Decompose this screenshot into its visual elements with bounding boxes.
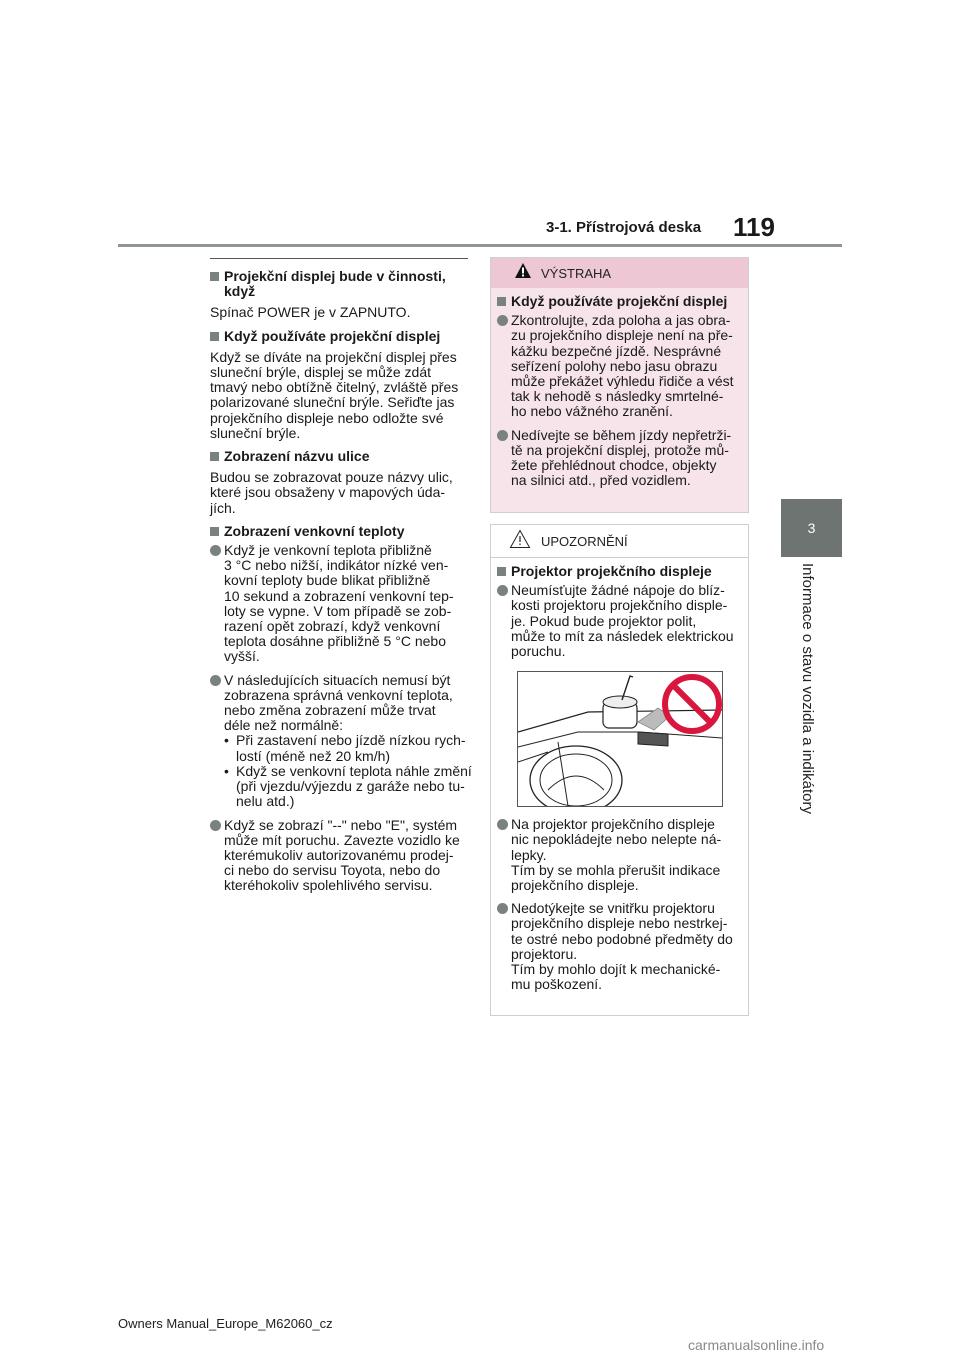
text-line: loty se vypne. V tom případě se zob- [224, 602, 452, 619]
caution-heading [497, 564, 740, 579]
text-lines [236, 733, 466, 763]
square-marker-icon [497, 567, 506, 576]
text-lines [224, 673, 472, 734]
section-activation [210, 269, 468, 321]
text-line: vyšší. [224, 648, 260, 665]
caution-header [491, 525, 748, 558]
sub-bullet-item [224, 733, 472, 763]
text-line: Neumísťujte žádné nápoje do blíz- [511, 582, 725, 599]
bullet-dot-icon [210, 675, 221, 686]
text-line: Když se zobrazí "--" nebo "E", systém [224, 816, 458, 833]
text-line: Projektor projekčního displeje [511, 563, 712, 579]
bullet-item [497, 428, 740, 489]
warning-triangle-icon [514, 262, 532, 279]
bullet-item [210, 543, 468, 665]
text-line: Když se díváte na projekční displej přes [210, 348, 457, 365]
chapter-tab [781, 499, 842, 557]
text-line: nic nepokládejte nebo nelepte ná- [511, 831, 722, 848]
bullet-dot-icon [497, 315, 508, 326]
text-lines [224, 543, 468, 665]
bullet-dot-icon [497, 903, 508, 914]
text-lines [511, 294, 727, 309]
warning-header [491, 258, 748, 288]
text-lines [224, 269, 446, 299]
section-heading [210, 449, 468, 464]
watermark-text: carmanualsonline.info [688, 1337, 825, 1353]
bullet-dot-icon [497, 819, 508, 830]
warning-body [491, 288, 748, 488]
text-line: může mít poruchu. Zavezte vozidlo ke [224, 831, 460, 848]
footer-text: Owners Manual_Europe_M62060_cz [118, 1316, 333, 1331]
text-lines [224, 818, 468, 894]
text-lines [224, 524, 404, 539]
text-line: Nedotýkejte se vnitřku projektoru [511, 900, 715, 917]
section-heading [210, 524, 468, 539]
text-line: Projekční displej bude v činnosti, [224, 268, 446, 284]
projector-illustration [517, 671, 723, 807]
section-text [210, 305, 468, 320]
text-line: tmavý nebo obtížně čitelný, zvláště přes [210, 379, 459, 396]
bullet-item [210, 671, 472, 810]
chapter-title: Informace o stavu vozidla a indikátory [799, 563, 816, 814]
text-line: žete přehlédnout chodce, objekty [511, 457, 717, 474]
text-line: Když používáte projekční displej [224, 327, 441, 344]
text-line: Když se venkovní teplota náhle změní [236, 762, 472, 779]
section-heading [210, 329, 468, 344]
text-line: projekčního displeje nebo nestrkej- [511, 915, 728, 932]
text-line: sluneční brýle, displej se může zdát [210, 364, 431, 381]
bullet-item [497, 313, 740, 419]
text-line: kážku bezpečné jízdě. Nesprávné [511, 342, 722, 359]
chapter-side-title [781, 557, 842, 857]
bullet-item [210, 818, 468, 894]
text-lines [511, 313, 740, 419]
text-lines [236, 764, 472, 810]
square-marker-icon [497, 297, 506, 306]
text-line: lostí (méně než 20 km/h) [236, 747, 391, 764]
section-text [210, 470, 468, 516]
bullet-dot-icon [210, 820, 221, 831]
text-line: zobrazena správná venkovní teplota, [224, 686, 453, 703]
text-line: může překážet výhledu řidiče a vést [511, 373, 734, 390]
text-line: lepky. [511, 846, 547, 863]
text-line: může to mít za následek elektrickou [511, 627, 734, 644]
square-marker-icon [210, 332, 219, 341]
text-lines [224, 329, 440, 344]
text-lines [511, 583, 740, 659]
text-line: ci nebo do servisu Toyota, nebo do [224, 862, 441, 879]
text-line: zu projekčního displeje není na pře- [511, 327, 733, 344]
text-line: Budou se zobrazovat pouze názvy ulic, [210, 469, 453, 486]
bullet-dot-icon [210, 545, 221, 556]
text-line: projektoru. [511, 945, 578, 962]
sub-bullet-item [224, 764, 472, 810]
text-line: tě na projekční displej, protože mů- [511, 441, 729, 458]
warning-label: VÝSTRAHA [541, 266, 612, 281]
drink-near-projector-illustration [518, 672, 722, 806]
text-line: nebo změna zobrazení může trvat [224, 702, 436, 719]
text-line: te ostré nebo podobné předměty do [511, 930, 733, 947]
text-line: Tím by se mohla přerušit indikace [511, 861, 721, 878]
text-line: je. Pokud bude projektor polit, [511, 612, 697, 629]
text-line: kteréhokoliv spolehlivého servisu. [224, 877, 433, 894]
warning-heading [497, 294, 740, 309]
bullet-dot-icon [497, 585, 508, 596]
text-line: mu poškození. [511, 976, 603, 993]
text-lines [511, 817, 740, 893]
bullet-item [497, 817, 740, 893]
text-line: V následujících situacích nemusí být [224, 671, 451, 688]
caution-body [491, 558, 748, 992]
bullet-item [497, 901, 740, 992]
text-line: (při vjezdu/výjezdu z garáže nebo tu- [236, 778, 465, 795]
text-line: když [224, 283, 256, 300]
section-sunglasses [210, 329, 468, 441]
text-line: sluneční brýle. [210, 424, 301, 441]
text-line: projekčního displeje. [511, 877, 639, 894]
text-line: seřízení polohy nebo jasu obrazu [511, 357, 718, 374]
square-marker-icon [210, 527, 219, 536]
text-line: kovní teploty bude blikat přibližně [224, 572, 431, 589]
text-line: tak k nehodě s následky smrtelné- [511, 388, 724, 405]
text-line: déle než normálně: [224, 717, 344, 734]
text-line: razení opět zobrazí, když venkovní [224, 618, 441, 635]
text-line: polarizované sluneční brýle. Seřiďte jas [210, 394, 455, 411]
left-column [210, 258, 472, 902]
text-lines [511, 428, 740, 489]
text-lines [511, 564, 712, 579]
text-line: Když používáte projekční displej [511, 293, 728, 309]
text-line: na silnici atd., před vozidlem. [511, 472, 691, 489]
text-lines [511, 901, 740, 992]
sub-bullet-marker: • [224, 762, 229, 779]
caution-box [490, 524, 749, 1016]
chapter-number: 3 [807, 520, 816, 536]
square-marker-icon [210, 452, 219, 461]
text-line: kosti projektoru projekčního disple- [511, 597, 728, 614]
square-marker-icon [210, 272, 219, 281]
text-line: 3 °C nebo nižší, indikátor nízké ven- [224, 557, 449, 574]
text-line: ho nebo vážného zranění. [511, 403, 673, 420]
section-title: 3-1. Přístrojová deska [546, 219, 702, 236]
header-rule [118, 244, 842, 247]
text-line: poruchu. [511, 643, 566, 660]
text-line: Tím by mohlo dojít k mechanické- [511, 961, 721, 978]
section-text [210, 350, 468, 441]
caution-triangle-icon [509, 529, 531, 549]
section-heading [210, 269, 468, 299]
bullet-item [497, 583, 740, 659]
section-outside-temperature [210, 522, 472, 894]
text-line: 10 sekund a zobrazení venkovní tep- [224, 587, 454, 604]
text-line: kterémukoliv autorizovanému prodej- [224, 846, 454, 863]
text-line: Zkontrolujte, zda poloha a jas obra- [511, 312, 731, 329]
page-number: 119 [733, 212, 775, 242]
sub-bullet-marker: • [224, 732, 229, 749]
text-line: Když je venkovní teplota přibližně [224, 542, 432, 559]
text-line: Nedívejte se během jízdy nepřetrži- [511, 426, 732, 443]
text-line: jích. [210, 499, 236, 516]
text-line: Zobrazení venkovní teploty [224, 522, 405, 539]
section-street-names [210, 449, 468, 516]
caution-label: UPOZORNĚNÍ [541, 534, 628, 549]
text-line: které jsou obsaženy v mapových úda- [210, 484, 446, 501]
text-line: nelu atd.) [236, 793, 295, 810]
text-line: teplota dosáhne přibližně 5 °C nebo [224, 633, 446, 650]
text-lines [224, 449, 369, 464]
text-line: Na projektor projekčního displeje [511, 816, 715, 833]
column-rule [210, 258, 468, 259]
bullet-dot-icon [497, 430, 508, 441]
text-line: Při zastavení nebo jízdě nízkou rych- [236, 732, 466, 749]
warning-box [490, 257, 749, 513]
text-line: Zobrazení názvu ulice [224, 448, 370, 465]
text-line: Spínač POWER je v ZAPNUTO. [210, 304, 411, 321]
text-line: projekčního displeje nebo odložte své [210, 409, 444, 426]
